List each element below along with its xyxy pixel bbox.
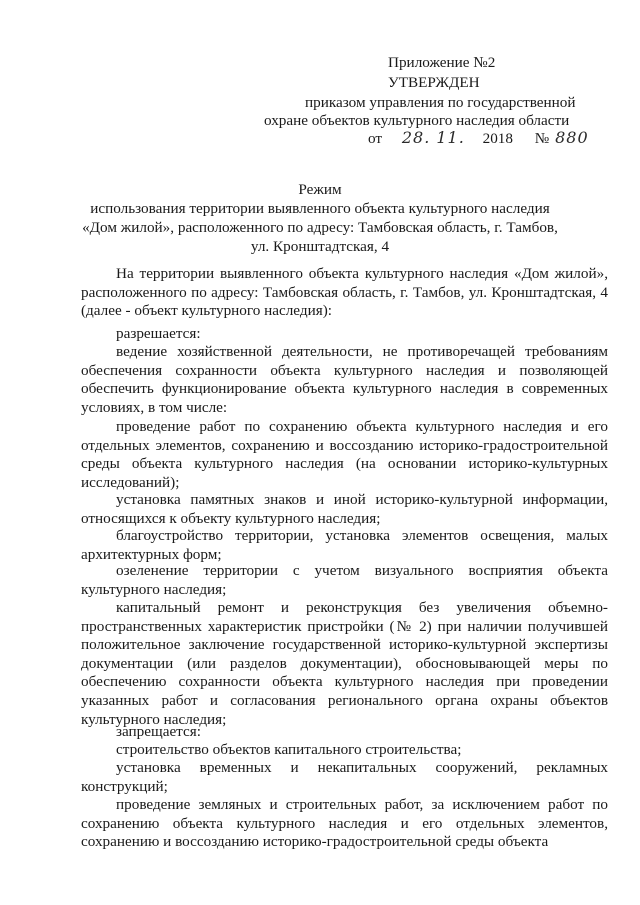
allowed-item: установка памятных знаков и иной историко-культурной информации, относящихся к объекту культурного наследия; xyxy=(81,491,608,527)
order-line-1: приказом управления по государственной xyxy=(305,94,576,111)
order-year: 2018 xyxy=(482,130,513,147)
order-line-2: охране объектов культурного наследия области xyxy=(264,112,570,129)
allowed-heading: разрешается: xyxy=(116,325,201,342)
approved-label: УТВЕРЖДЕН xyxy=(388,74,480,91)
title-line-3: «Дом жилой», расположенного по адресу: Тамбовская область, г. Тамбов, xyxy=(82,219,558,236)
order-date-line xyxy=(368,128,589,148)
forbidden-item: строительство объектов капитального строительства; xyxy=(116,741,462,758)
appendix-label: Приложение №2 xyxy=(388,54,496,71)
title-line-2: использования территории выявленного объекта культурного наследия xyxy=(90,200,550,217)
forbidden-item: установка временных и некапитальных сооружений, рекламных конструкций; xyxy=(81,759,608,795)
allowed-item: капитальный ремонт и реконструкция без увеличения объемно-пространственных характеристик пристройки (№ 2) при наличии получившей положительное заключение государственной историко-культурной экспертизы документации (или разделов документации), обосновывающей меры по обеспечению сохранности объекта культурного наследия при проведении указанных работ и согласования регионального органа охраны объектов культурного наследия; xyxy=(81,599,608,728)
title-regime: Режим xyxy=(298,181,342,198)
forbidden-item: проведение земляных и строительных работ, за исключением работ по сохранению объекта культурного наследия и его отдельных элементов, сохранению и воссозданию историко-градостроительной среды объекта xyxy=(81,796,608,851)
allowed-item: благоустройство территории, установка элементов освещения, малых архитектурных форм; xyxy=(81,527,608,563)
number-sign: № xyxy=(534,130,550,147)
title-line-4: ул. Кронштадтская, 4 xyxy=(250,238,390,255)
handwritten-number: 880 xyxy=(555,128,589,147)
intro-paragraph: На территории выявленного объекта культурного наследия «Дом жилой», расположенного по адресу: Тамбовская область, г. Тамбов, ул. Кронштадтская, 4 (далее - объект культурного наследия): xyxy=(81,265,608,320)
handwritten-date: 28. 11. xyxy=(401,128,465,147)
allowed-item: проведение работ по сохранению объекта культурного наследия и его отдельных элементов, сохранению и воссозданию историко-градостроительной среды объекта культурного наследия (на основании историко-культурных исследований); xyxy=(81,418,608,491)
forbidden-heading: запрещается: xyxy=(116,723,201,740)
allowed-item: озеленение территории с учетом визуального восприятия объекта культурного наследия; xyxy=(81,562,608,598)
allowed-item: ведение хозяйственной деятельности, не противоречащей требованиям обеспечения сохранности объекта культурного наследия и позволяющей обеспечить функционирование объекта культурного наследия в современных условиях, в том числе: xyxy=(81,343,608,416)
date-prefix: от xyxy=(368,130,383,147)
